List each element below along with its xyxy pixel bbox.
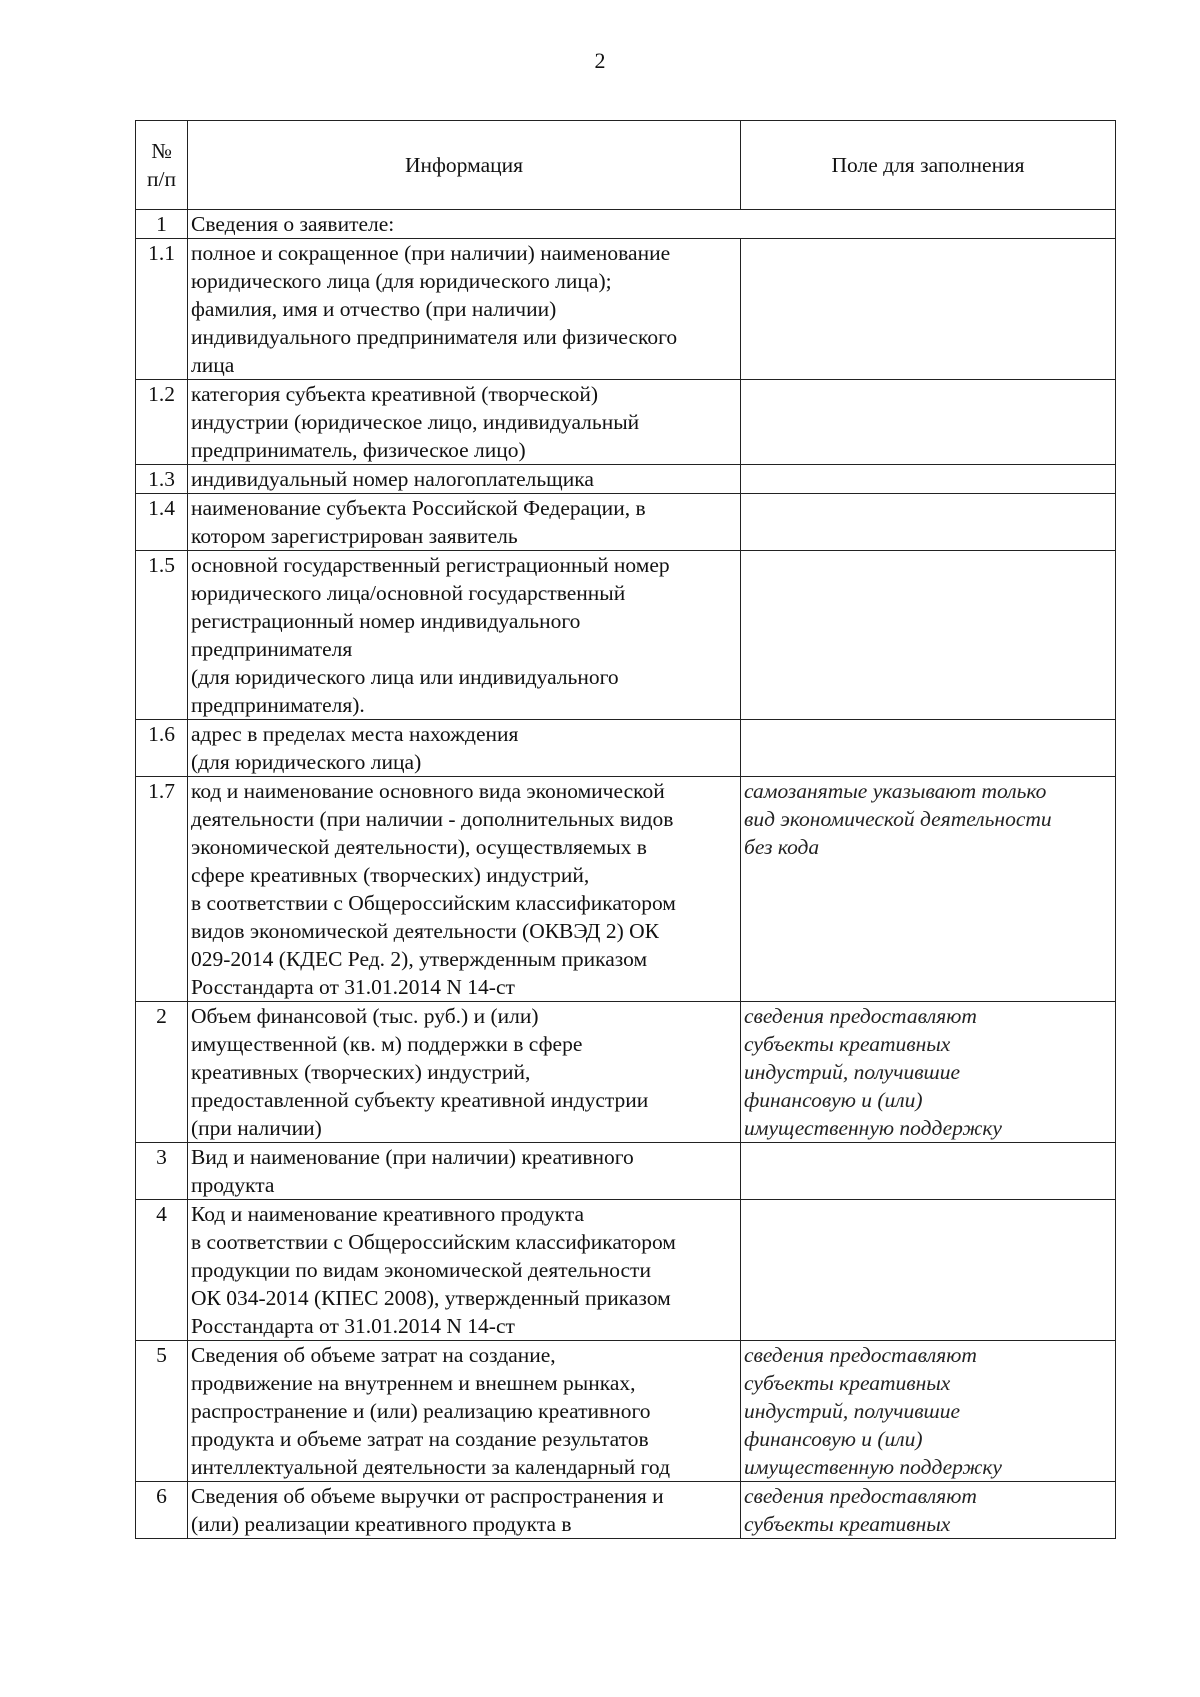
fill-field[interactable]: сведения предоставляют субъекты креативных индустрий, получившие финансовую и (или) имущественную поддержку [741,1002,1116,1143]
table-row [136,380,1116,465]
fill-field[interactable] [741,239,1116,380]
application-form-table [135,120,1116,1539]
row-info: Код и наименование креативного продукта в соответствии с Общероссийским классификатором продукции по видам экономической деятельности ОК 034-2014 (КПЕС 2008), утвержденный приказом Росстандарта от 31.01.2014 N 14-ст [188,1200,741,1341]
row-number: 1.4 [136,494,188,551]
fill-field[interactable] [741,494,1116,551]
table-row [136,1341,1116,1482]
row-info: основной государственный регистрационный номер юридического лица/основной государственный регистрационный номер индивидуального предпринимателя (для юридического лица или индивидуального предпринимателя). [188,551,741,720]
header-num: № п/п [136,121,188,210]
table-row [136,465,1116,494]
table-row [136,1200,1116,1341]
row-number: 1.5 [136,551,188,720]
row-info: Вид и наименование (при наличии) креативного продукта [188,1143,741,1200]
row-info: Сведения о заявителе: [188,210,1116,239]
fill-field[interactable] [741,1200,1116,1341]
header-field: Поле для заполнения [741,121,1116,210]
header-info: Информация [188,121,741,210]
table-row [136,1002,1116,1143]
row-info: адрес в пределах места нахождения (для юридического лица) [188,720,741,777]
row-number: 6 [136,1482,188,1539]
row-info: код и наименование основного вида экономической деятельности (при наличии - дополнительных видов экономической деятельности), осуществляемых в сфере креативных (творческих) индустрий, в соответствии с Общероссийским классификатором видов экономической деятельности (ОКВЭД 2) ОК 029-2014 (КДЕС Ред. 2), утвержденным приказом Росстандарта от 31.01.2014 N 14-ст [188,777,741,1002]
table-row [136,777,1116,1002]
table-row [136,210,1116,239]
row-number: 1.1 [136,239,188,380]
table-header-row [136,121,1116,210]
table-row [136,720,1116,777]
row-info: полное и сокращенное (при наличии) наименование юридического лица (для юридического лица); фамилия, имя и отчество (при наличии) индивидуального предпринимателя или физического лица [188,239,741,380]
fill-field[interactable] [741,1143,1116,1200]
row-number: 4 [136,1200,188,1341]
row-number: 1.7 [136,777,188,1002]
table-row [136,551,1116,720]
row-info: индивидуальный номер налогоплательщика [188,465,741,494]
row-info: Объем финансовой (тыс. руб.) и (или) имущественной (кв. м) поддержки в сфере креативных (творческих) индустрий, предоставленной субъекту креативной индустрии (при наличии) [188,1002,741,1143]
page-number: 2 [594,48,606,73]
row-number: 1.3 [136,465,188,494]
row-info: Сведения об объеме затрат на создание, продвижение на внутреннем и внешнем рынках, распространение и (или) реализацию креативного продукта и объеме затрат на создание результатов интеллектуальной деятельности за календарный год [188,1341,741,1482]
fill-field[interactable] [741,380,1116,465]
row-number: 3 [136,1143,188,1200]
table-row [136,1482,1116,1539]
table-row [136,494,1116,551]
row-info: наименование субъекта Российской Федерации, в котором зарегистрирован заявитель [188,494,741,551]
row-number: 2 [136,1002,188,1143]
row-number: 1 [136,210,188,239]
fill-field[interactable] [741,720,1116,777]
fill-field[interactable]: самозанятые указывают только вид экономической деятельности без кода [741,777,1116,1002]
row-info: категория субъекта креативной (творческой) индустрии (юридическое лицо, индивидуальный предприниматель, физическое лицо) [188,380,741,465]
row-number: 5 [136,1341,188,1482]
table-row [136,239,1116,380]
row-number: 1.6 [136,720,188,777]
fill-field[interactable] [741,465,1116,494]
fill-field[interactable]: сведения предоставляют субъекты креативных индустрий, получившие финансовую и (или) имущественную поддержку [741,1341,1116,1482]
fill-field[interactable] [741,551,1116,720]
row-info: Сведения об объеме выручки от распространения и (или) реализации креативного продукта в [188,1482,741,1539]
fill-field[interactable]: сведения предоставляют субъекты креативных [741,1482,1116,1539]
table-row [136,1143,1116,1200]
row-number: 1.2 [136,380,188,465]
